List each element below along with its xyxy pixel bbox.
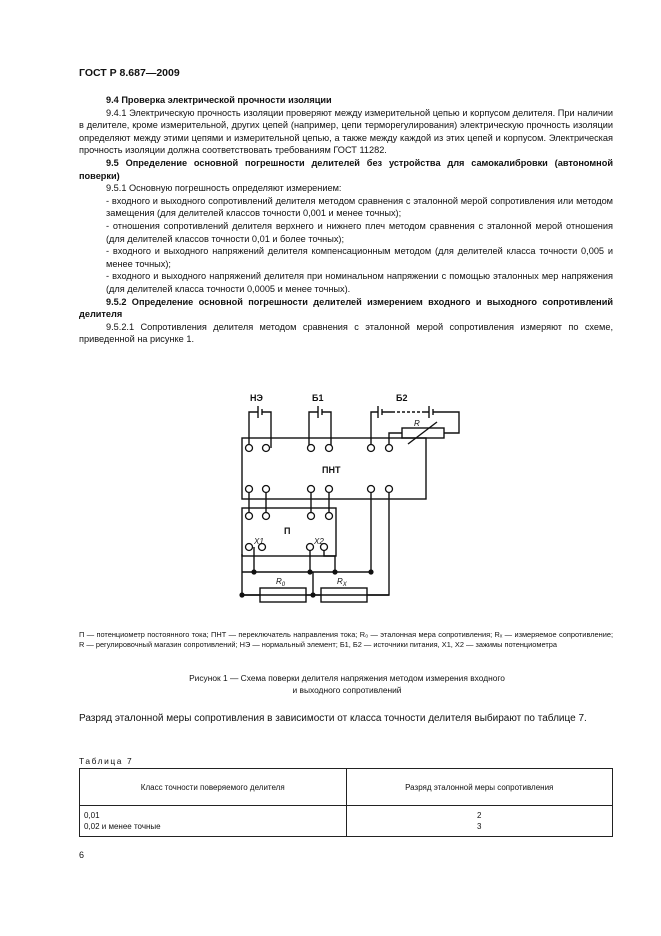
circuit-diagram xyxy=(232,388,462,628)
table-row xyxy=(80,806,613,837)
table-cell-class xyxy=(80,806,347,837)
label-b2: Б2 xyxy=(396,393,408,403)
table-label: Таблица 7 xyxy=(79,756,134,766)
method-list xyxy=(79,195,613,296)
class-value: 0,01 xyxy=(84,811,100,820)
caption-line: и выходного сопротивлений xyxy=(292,684,402,695)
paragraph-9-5-2-1: 9.5.2.1 Сопротивления делителя методом сравнения с эталонной мерой сопротивления измеряют по схеме, приведенной на рисунке 1. xyxy=(79,321,613,345)
class-value: 0,02 и менее точные xyxy=(84,822,161,831)
label-x2: X2 xyxy=(314,537,324,546)
caption-line: Рисунок 1 — Схема поверки делителя напряжения методом измерения входного xyxy=(189,673,505,683)
rank-value: 3 xyxy=(477,822,482,831)
table-header-row xyxy=(80,769,613,806)
label-r: R xyxy=(414,419,420,428)
table-header-cell: Разряд эталонной меры сопротивления xyxy=(346,769,613,806)
label-x1: X1 xyxy=(254,537,264,546)
list-item: - входного и выходного сопротивлений делителя методом сравнения с эталонной мерой сопротивления или методом замещения (для делителей классов точности 0,001 и менее точных); xyxy=(106,195,613,219)
label-ne: НЭ xyxy=(250,393,263,403)
main-text xyxy=(79,94,613,346)
table-cell-rank xyxy=(346,806,613,837)
accuracy-table xyxy=(79,768,613,837)
paragraph-9-5-1: 9.5.1 Основную погрешность определяют измерением: xyxy=(106,183,342,194)
paragraph-9-4-1: 9.4.1 Электрическую прочность изоляции проверяют между измерительной цепью и корпусом делителя. При наличии в делителе, кроме измерительной, других цепей (например, цепи терморегулирования) электрическую прочность изоляции определяют между этими цепями и измерительной цепью, а также между каждой из этих цепей и корпусом. Электрическая прочность изоляции должна соответствовать требованиям ГОСТ 11282. xyxy=(79,107,613,156)
section-title-9-5-2: 9.5.2 Определение основной погрешности делителей измерением входного и выходного сопротивлений делителя xyxy=(79,296,613,320)
label-rx: $R_X$ xyxy=(337,577,347,588)
circuit-svg xyxy=(232,388,462,628)
label-p: П xyxy=(284,526,291,536)
label-b1: Б1 xyxy=(312,393,324,403)
section-title-9-4: 9.4 Проверка электрической прочности изоляции xyxy=(106,95,332,105)
label-r0: $R_0$ xyxy=(276,577,286,588)
list-item: - входного и выходного напряжений делителя при номинальном напряжении с помощью эталонных мер напряжения (для делителей класса точности 0,0005 и менее точных). xyxy=(106,271,613,294)
table-intro-paragraph: Разряд эталонной меры сопротивления в зависимости от класса точности делителя выбирают по таблице 7. xyxy=(79,713,587,724)
figure-legend: П — потенциометр постоянного тока; ПНТ — переключатель направления тока; R₀ — эталонная мера сопротивления; Rₓ — измеряемое сопротивление; R — регулировочный магазин сопротивлений; НЭ — нормальный элемент; Б1, Б2 — источники питания, X1, X2 — зажимы потенциометра xyxy=(79,630,613,649)
list-item: - отношения сопротивлений делителя верхнего и нижнего плеч методом сравнения с эталонной мерой отношения (для делителей классов точности 0,01 и более точных); xyxy=(106,220,613,244)
label-pnt: ПНТ xyxy=(322,465,341,475)
figure-caption xyxy=(140,673,554,696)
table-header-cell: Класс точности поверяемого делителя xyxy=(80,769,347,806)
rank-value: 2 xyxy=(477,811,482,820)
section-title-9-5: 9.5 Определение основной погрешности делителей без устройства для самокалибровки (автономной поверки) xyxy=(79,157,613,181)
page-number: 6 xyxy=(79,850,85,860)
document-header: ГОСТ Р 8.687—2009 xyxy=(79,67,180,79)
list-item: - входного и выходного напряжений делителя компенсационным методом (для делителей класса точности 0,005 и менее точных); xyxy=(106,246,613,269)
